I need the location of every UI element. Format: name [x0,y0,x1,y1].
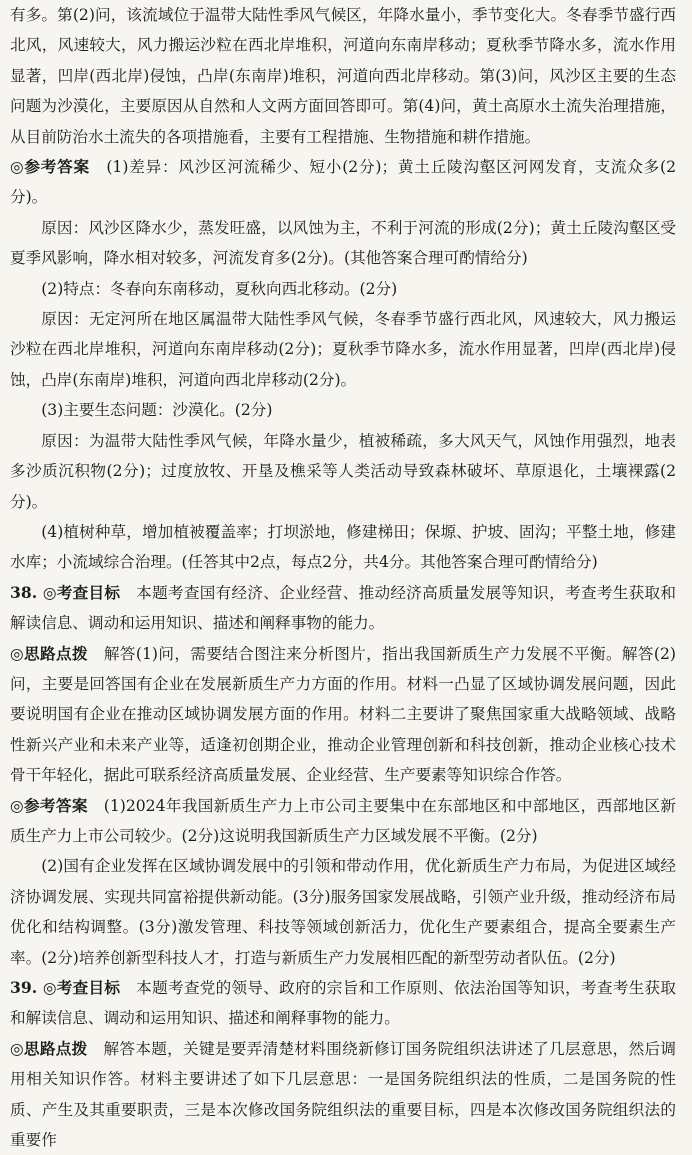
paragraph-3-text: 原因：风沙区降水少，蒸发旺盛，以风蚀为主，不利于河流的形成(2分)；黄土丘陵沟壑区受夏季风影响，降水相对较多，河流发育多(2分)。(其他答案合理可酌情给分) [10,218,676,268]
paragraph-4 [10,274,676,304]
paragraph-8-text: (4)植树种草，增加植被覆盖率；打坝淤地，修建梯田；保塬、护坡、固沟；平整土地，修建水库；小流域综合治理。(任答其中2点，每点2分，共4分。其他答案合理可酌情给分) [10,522,676,572]
paragraph-7 [10,426,676,517]
q39-objective [10,973,676,1034]
q38-approach-label: ◎思路点拨 [10,643,88,663]
q39-approach-label: ◎思路点拨 [10,1038,88,1058]
q39-objective-label: 39. ◎考查目标 [10,978,121,997]
q39-approach-text: 解答本题，关键是要弄清楚材料围绕新修订国务院组织法讲述了几层意思，然后调用相关知识作答。材料主要讲述了如下几层意思：一是国务院组织法的性质，二是国务院的性质、产生及其重要职责，三是本次修改国务院组织法的重要目标，四是本次修改国务院组织法的重要作 [10,1039,676,1150]
paragraph-5-text: 原因：无定河所在地区属温带大陆性季风气候，冬春季节盛行西北风，风速较大，风力搬运沙粒在西北岸堆积，河道向东南岸移动(2分)；夏秋季节降水多，流水作用显著，凹岸(西北岸)侵蚀，凸岸(东南岸)堆积，河道向西北岸移动(2分)。 [10,310,676,389]
q38-answer-text: (1)2024年我国新质生产力上市公司主要集中在东部地区和中部地区，西部地区新质生产力上市公司较少。(2分)这说明我国新质生产力区域发展不平衡。(2分) [10,796,676,845]
paragraph-5 [10,304,676,395]
paragraph-6 [10,395,676,425]
q38-objective-text: 本题考查国有经济、企业经营、推动经济高质量发展等知识，考查考生获取和解读信息、调动和运用知识、描述和阐释事物的能力。 [10,583,676,633]
q39-approach [10,1034,676,1155]
q38-answer-part-2-text: (2)国有企业发挥在区域协调发展中的引领和带动作用，优化新质生产力布局，为促进区域经济协调发展、实现共同富裕提供新动能。(3分)服务国家发展战略，引领产业升级，推动经济布局优化和结构调整。(3分)激发管理、科技等领域创新活力，优化生产要素组合，提高全要素生产率。(2分)培养创新型科技人才，打造与新质生产力发展相匹配的新型劳动者队伍。(2分) [10,857,676,967]
paragraph-1 [10,0,676,152]
q38-objective-label: 38. ◎考查目标 [10,582,121,602]
q38-objective [10,578,676,639]
reference-answer-label: ◎参考答案 [10,157,90,177]
paragraph-3 [10,213,676,274]
q38-approach-text: 解答(1)问，需要结合图注来分析图片，指出我国新质生产力发展不平衡。解答(2)问，主要是回答国有企业在发展新质生产力方面的作用。材料一凸显了区域协调发展问题，因此要说明国有企业在推动区域协调发展方面的作用。材料二主要讲了聚焦国家重大战略领域、战略性新兴产业和未来产业等，适逢初创期企业，推动企业管理创新和科技创新，推动企业核心技术骨干年轻化，据此可联系经济高质量发展、企业经营、生产要素等知识综合作答。 [10,644,676,785]
q38-answer [10,791,676,852]
q38-answer-label: ◎参考答案 [10,795,88,815]
paragraph-6-text: (3)主要生态问题：沙漠化。(2分) [41,401,273,420]
q39-objective-text: 本题考查党的领导、政府的宗旨和工作原则、依法治国等知识，考查考生获取和解读信息、调动和运用知识、描述和阐释事物的能力。 [10,979,676,1028]
paragraph-4-text: (2)特点：冬春向东南移动，夏秋向西北移动。(2分) [41,279,398,298]
paragraph-1-text: 有多。第(2)问，该流域位于温带大陆性季风气候区，年降水量小，季节变化大。冬春季节盛行西北风，风速较大，风力搬运沙粒在西北岸堆积，河道向东南岸移动；夏秋季节降水多，流水作用显著，凹岸(西北岸)侵蚀，凸岸(东南岸)堆积，河道向西北岸移动。第(3)问，风沙区主要的生态问题为沙漠化，主要原因从自然和人文两方面回答即可。第(4)问，黄土高原水土流失治理措施，从目前防治水土流失的各项措施看，主要有工程措施、生物措施和耕作措施。 [10,6,676,146]
q38-answer-part-2 [10,851,676,973]
paragraph-7-text: 原因：为温带大陆性季风气候，年降水量少，植被稀疏，多大风天气，风蚀作用强烈，地表多沙质沉积物(2分)；过度放牧、开垦及樵采等人类活动导致森林破坏、草原退化，土壤裸露(2分)。 [10,431,676,511]
q38-approach [10,639,676,791]
reference-answer-37 [10,152,676,213]
paragraph-8 [10,517,676,578]
reference-answer-text: (1)差异：风沙区河流稀少、短小(2分)；黄土丘陵沟壑区河网发育，支流众多(2分)。 [10,158,676,207]
